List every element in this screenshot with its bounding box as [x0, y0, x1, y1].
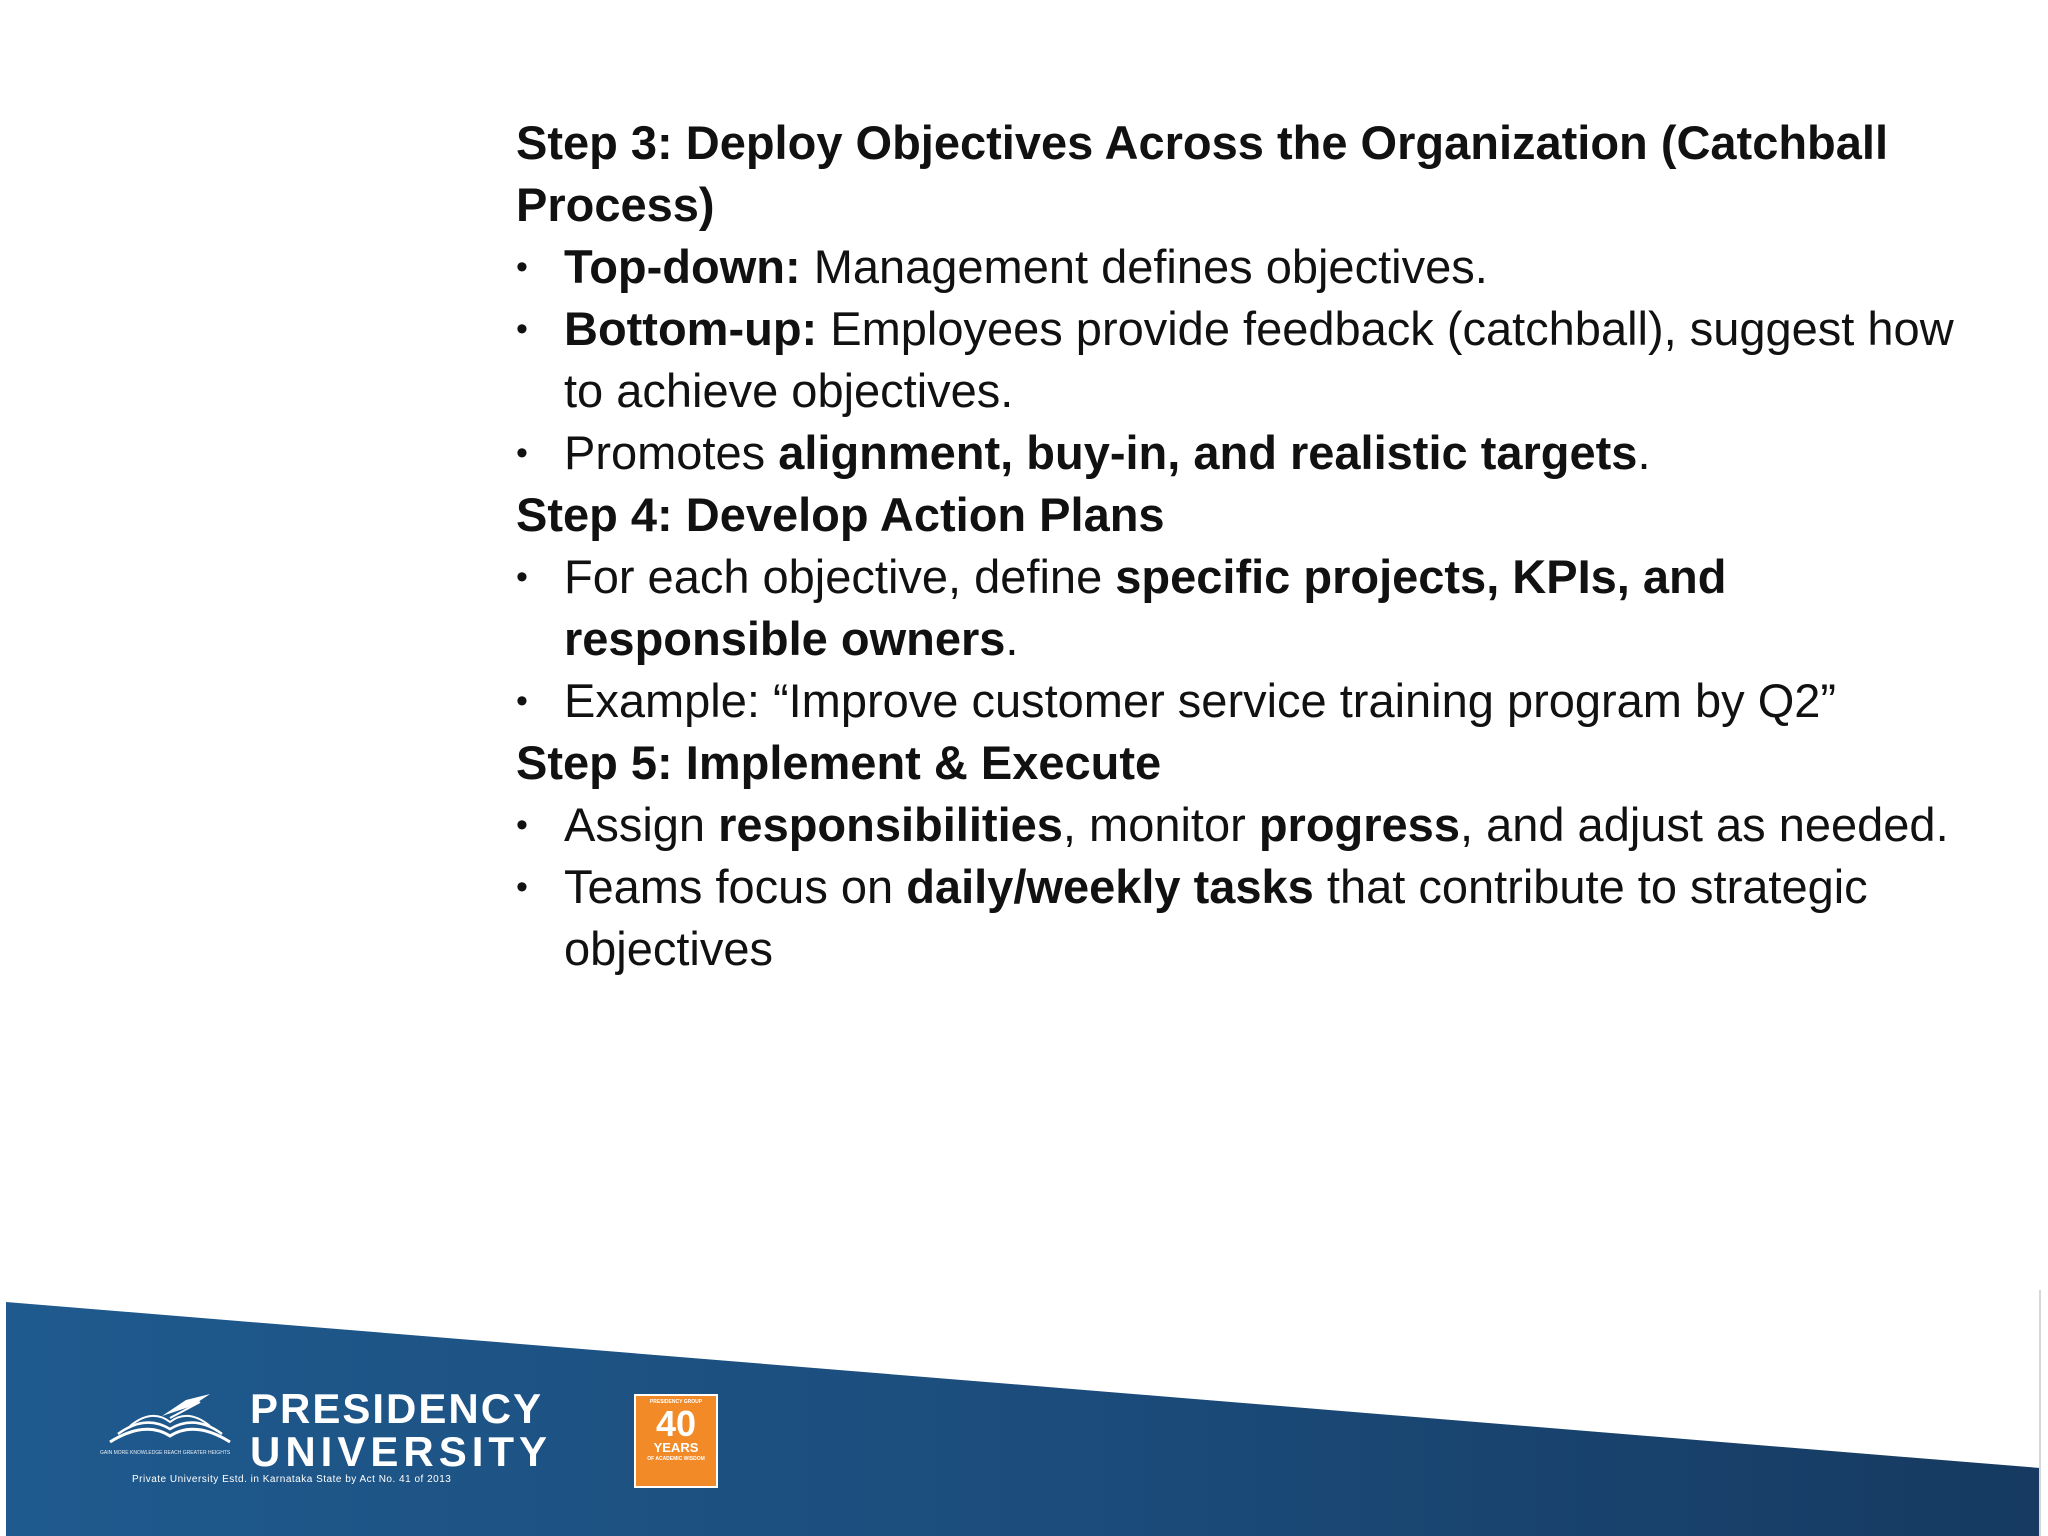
bullet-dot-icon: • [516, 868, 528, 906]
bullet-item [516, 422, 1956, 484]
bullet-item [516, 298, 1956, 422]
bullet-dot-icon: • [516, 310, 528, 348]
step-heading: Step 4: Develop Action Plans [516, 488, 1165, 541]
bullet-dot-icon: • [516, 558, 528, 596]
text-run: . [1005, 612, 1019, 665]
bullet-list [516, 546, 1956, 732]
anniversary-badge [634, 1394, 718, 1488]
bullet-item [516, 236, 1956, 298]
text-run: , and adjust as needed. [1459, 798, 1949, 851]
university-subtitle: Private University Estd. in Karnataka State by Act No. 41 of 2013 [132, 1474, 452, 1485]
text-run: Example: “Improve customer service training program by Q2” [564, 674, 1837, 727]
text-run: For each objective, define [564, 550, 1116, 603]
bold-text: alignment, buy-in, and realistic targets [778, 426, 1638, 479]
text-run: that contribute to strategic objectives [564, 860, 1868, 975]
text-run: Management defines objectives. [800, 240, 1488, 293]
text-run: Assign [564, 798, 719, 851]
university-name-line2: UNIVERSITY [250, 1428, 553, 1475]
bold-text: Top-down: [564, 240, 801, 293]
badge-top-text: PRESIDENCY GROUP [649, 1399, 703, 1405]
bullet-item [516, 546, 1956, 670]
text-run: . [1637, 426, 1651, 479]
logo-tagline: GAIN MORE KNOWLEDGE REACH GREATER HEIGHTS [100, 1450, 231, 1456]
text-run: Employees provide feedback (catchball), suggest how to achieve objectives. [564, 302, 1954, 417]
slide-content [516, 112, 1956, 980]
bullet-dot-icon: • [516, 806, 528, 844]
bullet-list [516, 794, 1956, 980]
text-run: Teams focus on [564, 860, 907, 913]
bullet-dot-icon: • [516, 248, 528, 286]
bullet-dot-icon: • [516, 682, 528, 720]
bold-text: specific projects, KPIs, and responsible owners [564, 550, 1727, 665]
bullet-item [516, 794, 1956, 856]
bold-text: daily/weekly tasks [906, 860, 1314, 913]
step-heading: Step 5: Implement & Execute [516, 736, 1162, 789]
bullet-item [516, 856, 1956, 980]
bold-text: Bottom-up: [564, 302, 818, 355]
step-heading: Step 3: Deploy Objectives Across the Organization (Catchball Process) [516, 116, 1889, 231]
text-run: , monitor [1062, 798, 1259, 851]
university-name [250, 1385, 553, 1475]
badge-bottom-text: OF ACADEMIC WISDOM [647, 1456, 705, 1462]
university-name-line1: PRESIDENCY [250, 1385, 544, 1432]
bold-text: responsibilities [718, 798, 1063, 851]
book-wings-logo-icon [100, 1392, 240, 1450]
text-run: Promotes [564, 426, 779, 479]
bullet-dot-icon: • [516, 434, 528, 472]
bullet-item [516, 670, 1956, 732]
bullet-list [516, 236, 1956, 484]
bold-text: progress [1258, 798, 1460, 851]
badge-years: YEARS [653, 1440, 699, 1455]
badge-number: 40 [655, 1403, 697, 1444]
